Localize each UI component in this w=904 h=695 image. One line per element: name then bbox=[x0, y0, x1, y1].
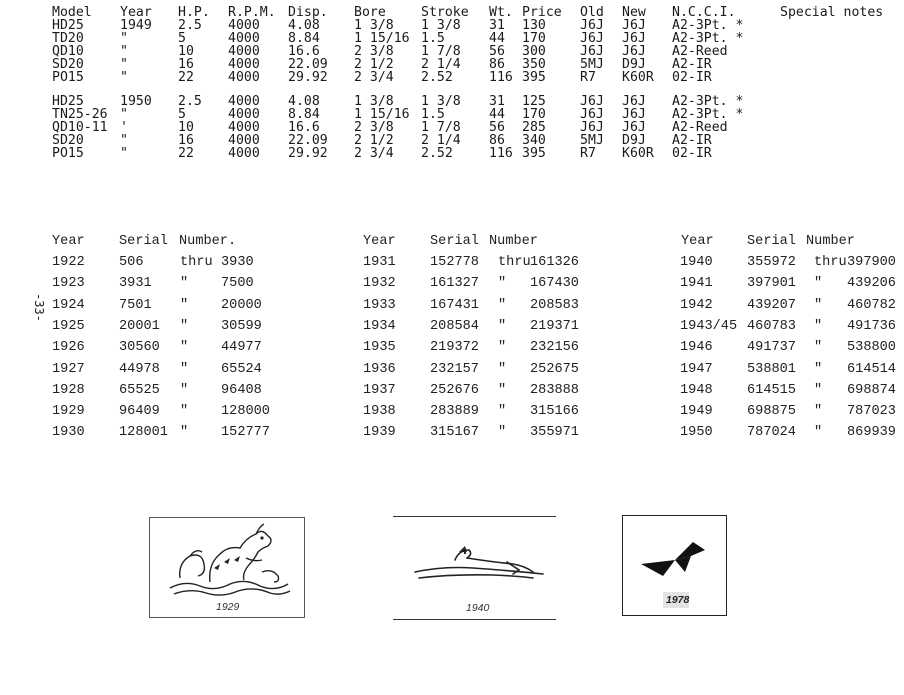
spec-header-cell: New bbox=[622, 5, 646, 20]
serial-cell: " bbox=[814, 340, 823, 356]
spec-cell: 22 bbox=[178, 145, 194, 161]
serial-cell: 1924 bbox=[52, 297, 85, 313]
spec-cell: 1 3/8 bbox=[421, 18, 461, 33]
spec-cell: 44 bbox=[489, 106, 505, 122]
spec-cell: 350 bbox=[522, 56, 546, 72]
spec-cell: 130 bbox=[522, 18, 546, 33]
serial-cell: 315166 bbox=[530, 404, 579, 420]
serial-cell: thru bbox=[814, 255, 847, 270]
spec-cell: " bbox=[120, 43, 128, 59]
spec-cell: 285 bbox=[522, 119, 546, 135]
serial-cell: 232157 bbox=[430, 361, 479, 377]
spec-cell: 1 3/8 bbox=[354, 18, 394, 33]
spec-cell: K60R bbox=[622, 69, 654, 85]
serial-cell: " bbox=[180, 361, 189, 377]
serial-cell: 44978 bbox=[119, 361, 160, 377]
spec-cell: 8.84 bbox=[288, 106, 320, 122]
serial-cell: 65524 bbox=[221, 361, 262, 377]
spec-cell: " bbox=[120, 106, 128, 122]
serial-cell: 1932 bbox=[363, 276, 396, 292]
serial-header-cell: Year bbox=[681, 234, 714, 249]
spec-cell: 29.92 bbox=[288, 69, 328, 85]
serial-cell: 161327 bbox=[430, 276, 479, 292]
spec-cell: J6J bbox=[622, 43, 646, 59]
serial-cell: 538800 bbox=[847, 340, 896, 356]
serial-cell: " bbox=[180, 276, 189, 292]
serial-cell: 491737 bbox=[747, 340, 796, 356]
serial-cell: 208584 bbox=[430, 318, 479, 334]
spec-cell: 31 bbox=[489, 94, 505, 109]
spec-cell: R7 bbox=[580, 69, 596, 85]
spec-header-cell: N.C.C.I. bbox=[672, 5, 736, 20]
spec-cell: PO15 bbox=[52, 69, 84, 85]
serial-cell: 1936 bbox=[363, 361, 396, 377]
spec-cell: " bbox=[120, 132, 128, 148]
spec-cell: HD25 bbox=[52, 18, 84, 33]
serial-cell: " bbox=[498, 276, 507, 292]
spec-cell: J6J bbox=[622, 30, 646, 46]
spec-cell: 5 bbox=[178, 106, 186, 122]
serial-cell: 397900 bbox=[847, 255, 896, 270]
spec-cell: 4000 bbox=[228, 119, 260, 135]
spec-cell: A2-IR bbox=[672, 56, 712, 72]
serial-cell: " bbox=[814, 425, 823, 441]
spec-cell: J6J bbox=[580, 119, 604, 135]
serial-cell: 1939 bbox=[363, 425, 396, 441]
logo-1929-frame bbox=[149, 517, 305, 618]
spec-header-cell: Model bbox=[52, 5, 92, 20]
spec-header-cell: Special notes bbox=[780, 5, 884, 20]
spec-cell: 22.09 bbox=[288, 132, 328, 148]
serial-cell: 208583 bbox=[530, 297, 579, 313]
spec-cell: 4000 bbox=[228, 132, 260, 148]
spec-cell: 1.5 bbox=[421, 106, 445, 122]
serial-cell: 283889 bbox=[430, 404, 479, 420]
spec-header-cell: Bore bbox=[354, 5, 386, 20]
spec-cell: 5MJ bbox=[580, 56, 604, 72]
spec-cell: 16.6 bbox=[288, 119, 320, 135]
spec-cell: 2 3/8 bbox=[354, 43, 394, 59]
spec-cell: D9J bbox=[622, 132, 646, 148]
spec-cell: J6J bbox=[580, 30, 604, 46]
spec-cell: 22.09 bbox=[288, 56, 328, 72]
spec-cell: 1 15/16 bbox=[354, 30, 410, 46]
serial-cell: 152777 bbox=[221, 425, 270, 441]
spec-cell: J6J bbox=[580, 94, 604, 109]
serial-cell: 1930 bbox=[52, 425, 85, 441]
spec-cell: 4000 bbox=[228, 106, 260, 122]
spec-cell: A2-3Pt. * bbox=[672, 30, 744, 46]
serial-cell: 161326 bbox=[530, 255, 579, 270]
logo-1978-frame bbox=[622, 515, 727, 616]
spec-cell: 56 bbox=[489, 119, 505, 135]
spec-cell: 2 1/2 bbox=[354, 132, 394, 148]
spec-cell: " bbox=[120, 69, 128, 85]
serial-cell: 506 bbox=[119, 255, 144, 270]
spec-cell: J6J bbox=[580, 18, 604, 33]
logo-1940-frame bbox=[393, 516, 556, 621]
logo-1929-caption: 1929 bbox=[216, 601, 240, 613]
spec-cell: 2.52 bbox=[421, 69, 453, 85]
serial-cell: 787024 bbox=[747, 425, 796, 441]
serial-cell: 1940 bbox=[680, 255, 713, 270]
spec-cell: 8.84 bbox=[288, 30, 320, 46]
serial-cell: 1928 bbox=[52, 382, 85, 398]
spec-cell: A2-3Pt. * bbox=[672, 106, 744, 122]
spec-header-cell: Old bbox=[580, 5, 604, 20]
spec-header-cell: Price bbox=[522, 5, 562, 20]
serial-cell: 7501 bbox=[119, 297, 152, 313]
spec-cell: " bbox=[120, 145, 128, 161]
spec-cell: 1 7/8 bbox=[421, 119, 461, 135]
serial-cell: 1950 bbox=[680, 425, 713, 441]
spec-cell: 116 bbox=[489, 69, 513, 85]
serial-cell: 1925 bbox=[52, 318, 85, 334]
serial-cell: 460783 bbox=[747, 318, 796, 334]
serial-cell: thru bbox=[180, 255, 213, 270]
logo-1978-caption: 1978 bbox=[666, 594, 690, 606]
spec-cell: 4000 bbox=[228, 145, 260, 161]
serial-cell: 1943/45 bbox=[680, 318, 738, 334]
serial-cell: 491736 bbox=[847, 318, 896, 334]
serial-header-cell: Number bbox=[489, 234, 538, 249]
serial-cell: 1941 bbox=[680, 276, 713, 292]
serial-cell: 128000 bbox=[221, 404, 270, 420]
serial-cell: 397901 bbox=[747, 276, 796, 292]
spec-cell: J6J bbox=[622, 18, 646, 33]
spec-cell: 2 1/4 bbox=[421, 132, 461, 148]
serial-cell: 1948 bbox=[680, 382, 713, 398]
spec-cell: QD10 bbox=[52, 43, 84, 59]
serial-header-cell: Year bbox=[363, 234, 396, 249]
spec-cell: " bbox=[120, 30, 128, 46]
serial-cell: 1931 bbox=[363, 255, 396, 270]
spec-cell: 340 bbox=[522, 132, 546, 148]
spec-cell: R7 bbox=[580, 145, 596, 161]
spec-header-cell: H.P. bbox=[178, 5, 210, 20]
spec-cell: SD20 bbox=[52, 132, 84, 148]
serial-cell: 283888 bbox=[530, 382, 579, 398]
spec-cell: J6J bbox=[622, 94, 646, 109]
spec-cell: 16.6 bbox=[288, 43, 320, 59]
spec-cell: 395 bbox=[522, 145, 546, 161]
spec-cell: A2-3Pt. * bbox=[672, 94, 744, 109]
serial-cell: 538801 bbox=[747, 361, 796, 377]
spec-cell: 2 1/2 bbox=[354, 56, 394, 72]
serial-cell: 232156 bbox=[530, 340, 579, 356]
serial-cell: 167430 bbox=[530, 276, 579, 292]
serial-cell: 460782 bbox=[847, 297, 896, 313]
serial-cell: " bbox=[814, 318, 823, 334]
spec-cell: 4.08 bbox=[288, 18, 320, 33]
spec-cell: 16 bbox=[178, 56, 194, 72]
spec-cell: K60R bbox=[622, 145, 654, 161]
spec-cell: TD20 bbox=[52, 30, 84, 46]
spec-cell: 1.5 bbox=[421, 30, 445, 46]
serial-header-cell: Year bbox=[52, 234, 85, 249]
serial-cell: 1933 bbox=[363, 297, 396, 313]
serial-cell: 1923 bbox=[52, 276, 85, 292]
spec-cell: 170 bbox=[522, 106, 546, 122]
serial-cell: 698874 bbox=[847, 382, 896, 398]
spec-cell: J6J bbox=[622, 119, 646, 135]
serial-cell: 167431 bbox=[430, 297, 479, 313]
spec-cell: A2-IR bbox=[672, 132, 712, 148]
serial-cell: " bbox=[498, 404, 507, 420]
spec-cell: 4.08 bbox=[288, 94, 320, 109]
serial-cell: 1938 bbox=[363, 404, 396, 420]
spec-cell: D9J bbox=[622, 56, 646, 72]
spec-cell: 1 3/8 bbox=[421, 94, 461, 109]
serial-cell: 252676 bbox=[430, 382, 479, 398]
spec-header-cell: Year bbox=[120, 5, 152, 20]
serial-cell: " bbox=[180, 297, 189, 313]
logo-1940-top-rule bbox=[393, 516, 556, 517]
serial-cell: 152778 bbox=[430, 255, 479, 270]
serial-cell: 1927 bbox=[52, 361, 85, 377]
serial-cell: " bbox=[498, 318, 507, 334]
spec-cell: SD20 bbox=[52, 56, 84, 72]
spec-cell: 4000 bbox=[228, 30, 260, 46]
serial-cell: 96408 bbox=[221, 382, 262, 398]
serial-cell: " bbox=[180, 425, 189, 441]
serial-cell: 787023 bbox=[847, 404, 896, 420]
spec-cell: A2-Reed bbox=[672, 119, 728, 135]
spec-cell: 31 bbox=[489, 18, 505, 33]
serial-cell: 698875 bbox=[747, 404, 796, 420]
serial-cell: 30560 bbox=[119, 340, 160, 356]
spec-cell: A2-3Pt. * bbox=[672, 18, 744, 33]
serial-cell: 3930 bbox=[221, 255, 254, 270]
spec-cell: 02-IR bbox=[672, 145, 712, 161]
spec-header-cell: R.P.M. bbox=[228, 5, 276, 20]
spec-cell: 22 bbox=[178, 69, 194, 85]
serial-cell: " bbox=[498, 340, 507, 356]
spec-cell: 125 bbox=[522, 94, 546, 109]
serial-cell: 20001 bbox=[119, 318, 160, 334]
serial-header-cell: Serial bbox=[119, 234, 168, 249]
page-number: -33- bbox=[32, 293, 46, 322]
serial-cell: 1922 bbox=[52, 255, 85, 270]
spec-cell: 44 bbox=[489, 30, 505, 46]
serial-cell: " bbox=[498, 361, 507, 377]
spec-cell: 29.92 bbox=[288, 145, 328, 161]
serial-cell: " bbox=[814, 404, 823, 420]
serial-cell: 869939 bbox=[847, 425, 896, 441]
serial-header-cell: Serial bbox=[430, 234, 479, 249]
spec-cell: 300 bbox=[522, 43, 546, 59]
spec-cell: 4000 bbox=[228, 69, 260, 85]
serial-cell: " bbox=[180, 340, 189, 356]
spec-header-cell: Disp. bbox=[288, 5, 328, 20]
serial-cell: 1949 bbox=[680, 404, 713, 420]
serial-cell: " bbox=[814, 361, 823, 377]
serial-cell: 315167 bbox=[430, 425, 479, 441]
spec-cell: 86 bbox=[489, 56, 505, 72]
spec-cell: " bbox=[120, 56, 128, 72]
serial-cell: 252675 bbox=[530, 361, 579, 377]
spec-cell: J6J bbox=[622, 106, 646, 122]
spec-cell: 2 3/4 bbox=[354, 145, 394, 161]
spec-cell: 1 15/16 bbox=[354, 106, 410, 122]
spec-cell: 5 bbox=[178, 30, 186, 46]
serial-cell: " bbox=[814, 276, 823, 292]
serial-header-cell: Serial bbox=[747, 234, 796, 249]
serial-cell: " bbox=[180, 382, 189, 398]
serial-cell: 1942 bbox=[680, 297, 713, 313]
serial-cell: 614515 bbox=[747, 382, 796, 398]
serial-cell: 219372 bbox=[430, 340, 479, 356]
serial-cell: 439207 bbox=[747, 297, 796, 313]
spec-cell: 170 bbox=[522, 30, 546, 46]
serial-cell: " bbox=[498, 382, 507, 398]
spec-cell: 02-IR bbox=[672, 69, 712, 85]
spec-cell: TN25-26 bbox=[52, 106, 108, 122]
spec-cell: 10 bbox=[178, 119, 194, 135]
spec-cell: 116 bbox=[489, 145, 513, 161]
logo-1940-bottom-rule bbox=[393, 619, 556, 620]
serial-cell: " bbox=[180, 318, 189, 334]
spec-cell: 5MJ bbox=[580, 132, 604, 148]
spec-cell: 2.5 bbox=[178, 18, 202, 33]
spec-cell: QD10-11 bbox=[52, 119, 108, 135]
serial-header-cell: Number bbox=[806, 234, 855, 249]
serial-cell: " bbox=[814, 297, 823, 313]
spec-cell: 2.5 bbox=[178, 94, 202, 109]
serial-cell: 439206 bbox=[847, 276, 896, 292]
spec-cell: 1950 bbox=[120, 94, 152, 109]
serial-cell: 1946 bbox=[680, 340, 713, 356]
serial-cell: 44977 bbox=[221, 340, 262, 356]
serial-cell: 20000 bbox=[221, 297, 262, 313]
spec-cell: 4000 bbox=[228, 43, 260, 59]
serial-cell: 1947 bbox=[680, 361, 713, 377]
streamlined-horse-icon bbox=[393, 518, 556, 598]
spec-cell: 1949 bbox=[120, 18, 152, 33]
spec-cell: PO15 bbox=[52, 145, 84, 161]
serial-cell: " bbox=[498, 297, 507, 313]
serial-cell: 7500 bbox=[221, 276, 254, 292]
serial-cell: 1935 bbox=[363, 340, 396, 356]
serial-cell: " bbox=[180, 404, 189, 420]
serial-cell: 355971 bbox=[530, 425, 579, 441]
serial-cell: 1929 bbox=[52, 404, 85, 420]
serial-cell: " bbox=[814, 382, 823, 398]
spec-cell: 4000 bbox=[228, 94, 260, 109]
spec-cell: J6J bbox=[580, 43, 604, 59]
spec-cell: 2 3/4 bbox=[354, 69, 394, 85]
spec-cell: A2-Reed bbox=[672, 43, 728, 59]
serial-cell: 128001 bbox=[119, 425, 168, 441]
spec-cell: 2 1/4 bbox=[421, 56, 461, 72]
spec-cell: 56 bbox=[489, 43, 505, 59]
serial-cell: 3931 bbox=[119, 276, 152, 292]
spec-cell: 2.52 bbox=[421, 145, 453, 161]
serial-cell: 96409 bbox=[119, 404, 160, 420]
spec-cell: 4000 bbox=[228, 56, 260, 72]
serial-cell: " bbox=[498, 425, 507, 441]
abstract-horse-icon bbox=[623, 516, 725, 596]
spec-cell: 1 7/8 bbox=[421, 43, 461, 59]
logo-1940-caption: 1940 bbox=[466, 602, 490, 614]
serial-header-cell: Number. bbox=[179, 234, 237, 249]
serial-cell: 219371 bbox=[530, 318, 579, 334]
spec-cell: 1 3/8 bbox=[354, 94, 394, 109]
spec-cell: HD25 bbox=[52, 94, 84, 109]
serial-cell: 65525 bbox=[119, 382, 160, 398]
spec-cell: 86 bbox=[489, 132, 505, 148]
serial-cell: 1934 bbox=[363, 318, 396, 334]
serial-cell: 30599 bbox=[221, 318, 262, 334]
spec-header-cell: Stroke bbox=[421, 5, 469, 20]
serial-cell: 1926 bbox=[52, 340, 85, 356]
spec-cell: J6J bbox=[580, 106, 604, 122]
spec-cell: 4000 bbox=[228, 18, 260, 33]
spec-cell: 16 bbox=[178, 132, 194, 148]
sea-horse-icon bbox=[150, 518, 304, 598]
spec-cell: 395 bbox=[522, 69, 546, 85]
serial-cell: 1937 bbox=[363, 382, 396, 398]
spec-cell: 10 bbox=[178, 43, 194, 59]
serial-cell: 614514 bbox=[847, 361, 896, 377]
spec-cell: 2 3/8 bbox=[354, 119, 394, 135]
spec-header-cell: Wt. bbox=[489, 5, 513, 20]
spec-cell: ' bbox=[120, 119, 128, 135]
serial-cell: 355972 bbox=[747, 255, 796, 270]
serial-cell: thru bbox=[498, 255, 531, 270]
